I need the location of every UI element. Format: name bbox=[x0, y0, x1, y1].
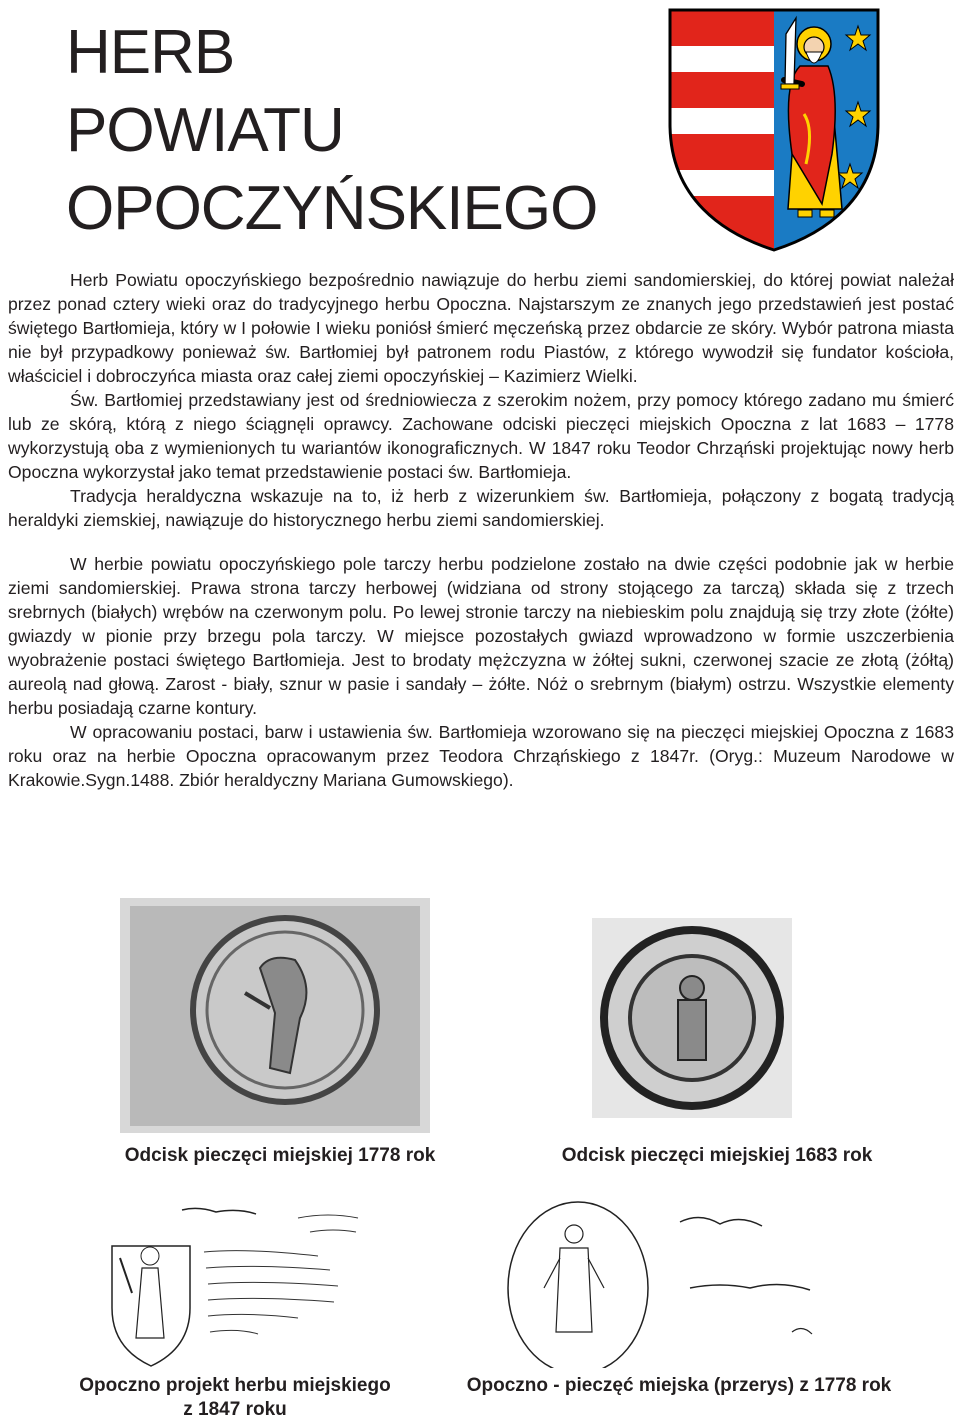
caption-seal-1683: Odcisk pieczęci miejskiej 1683 rok bbox=[561, 1145, 873, 1166]
body-text bbox=[8, 268, 954, 792]
caption-seal-1778: Odcisk pieczęci miejskiej 1778 rok bbox=[124, 1145, 436, 1166]
title-line-3: OPOCZYŃSKIEGO bbox=[66, 174, 598, 243]
seal-1778-image bbox=[120, 898, 430, 1133]
title-line-1: HERB bbox=[66, 18, 235, 87]
seal-drawing-1778 bbox=[500, 1192, 840, 1368]
project-1847-sketch bbox=[98, 1198, 398, 1370]
seal-1683-image bbox=[592, 918, 792, 1118]
paragraph-5: W opracowaniu postaci, barw i ustawienia św. Bartłomieja wzorowano się na pieczęci miejskiej Opoczna z 1683 roku oraz na herbie Opoczna opracowanym przez Teodora Chrząńskiego z 1847r. (Oryg.: Muzeum Narodowe w Krakowie.Sygn.1488. Zbiór heraldyczny Mariana Gumowskiego). bbox=[8, 722, 954, 790]
paragraph-2: Św. Bartłomiej przedstawiany jest od średniowiecza z szerokim nożem, przy pomocy którego zadano mu śmierć lub ze skórą, którą z niego ściągnęli oprawcy. Zachowane odciski pieczęci miejskich Opoczna z lat 1683 – 1778 wykorzystują oba z wymienionych tu wariantów ikonograficznych. W 1847 roku Teodor Chrząński projektując nowy herb Opoczna wykorzystał jako temat przedstawienie postaci św. Bartłomieja. bbox=[8, 390, 954, 482]
caption-seal-drawing-1778: Opoczno - pieczęć miejska (przerys) z 1778 rok bbox=[466, 1375, 892, 1396]
paragraph-4: W herbie powiatu opoczyńskiego pole tarczy herbu podzielone zostało na dwie części podobnie jak w herbie ziemi sandomierskiej. Prawa strona tarczy herbowej (widziana od strony stojącego za tarczą) składa się z trzech srebrnych (białych) wrębów na czerwonym polu. Po lewej stronie tarczy na niebieskim polu znajdują się trzy złote (żółte) gwiazdy w pionie przy brzegu pola tarczy. W miejsce pozostałych gwiazd wprowadzono w formie uszczerbienia wyobrażenie postaci świętego Bartłomieja. Jest to brodaty mężczyzna w żółtej sukni, czerwonej szacie ze złotą (żółtą) aureolą nad głową. Zarost - biały, sznur w pasie i sandały – żółte. Nóż o srebrnym (białym) ostrzu. Wszystkie elementy herbu posiadają czarne kontury. bbox=[8, 554, 954, 718]
caption-project-1847 bbox=[50, 1374, 420, 1422]
coat-of-arms-icon bbox=[664, 4, 884, 254]
title-line-2: POWIATU bbox=[66, 96, 344, 165]
paragraph-1: Herb Powiatu opoczyńskiego bezpośrednio nawiązuje do herbu ziemi sandomierskiej, do której powiat należał przez ponad cztery wieki oraz do tradycyjnego herbu Opoczna. Najstarszym ze znanych jego przedstawień jest postać świętego Bartłomieja, który w I połowie I wieku poniósł śmierć męczeńską przez obdarcie ze skóry. Wybór patrona miasta nie był przypadkowy ponieważ św. Bartłomiej był patronem rodu Piastów, z którego wywodził się fundator kościoła, właściciel i dobroczyńca miasta oraz całej ziemi opoczyńskiej – Kazimierz Wielki. bbox=[8, 270, 954, 386]
page-title bbox=[66, 14, 597, 248]
caption-project-1847-line-2: z 1847 roku bbox=[183, 1399, 287, 1420]
caption-project-1847-line-1: Opoczno projekt herbu miejskiego bbox=[79, 1375, 391, 1396]
paragraph-3: Tradycja heraldyczna wskazuje na to, iż herb z wizerunkiem św. Bartłomieja, połączony z bogatą tradycją heraldyki ziemskiej, nawiązuje do historycznego herbu ziemi sandomierskiej. bbox=[8, 486, 954, 530]
